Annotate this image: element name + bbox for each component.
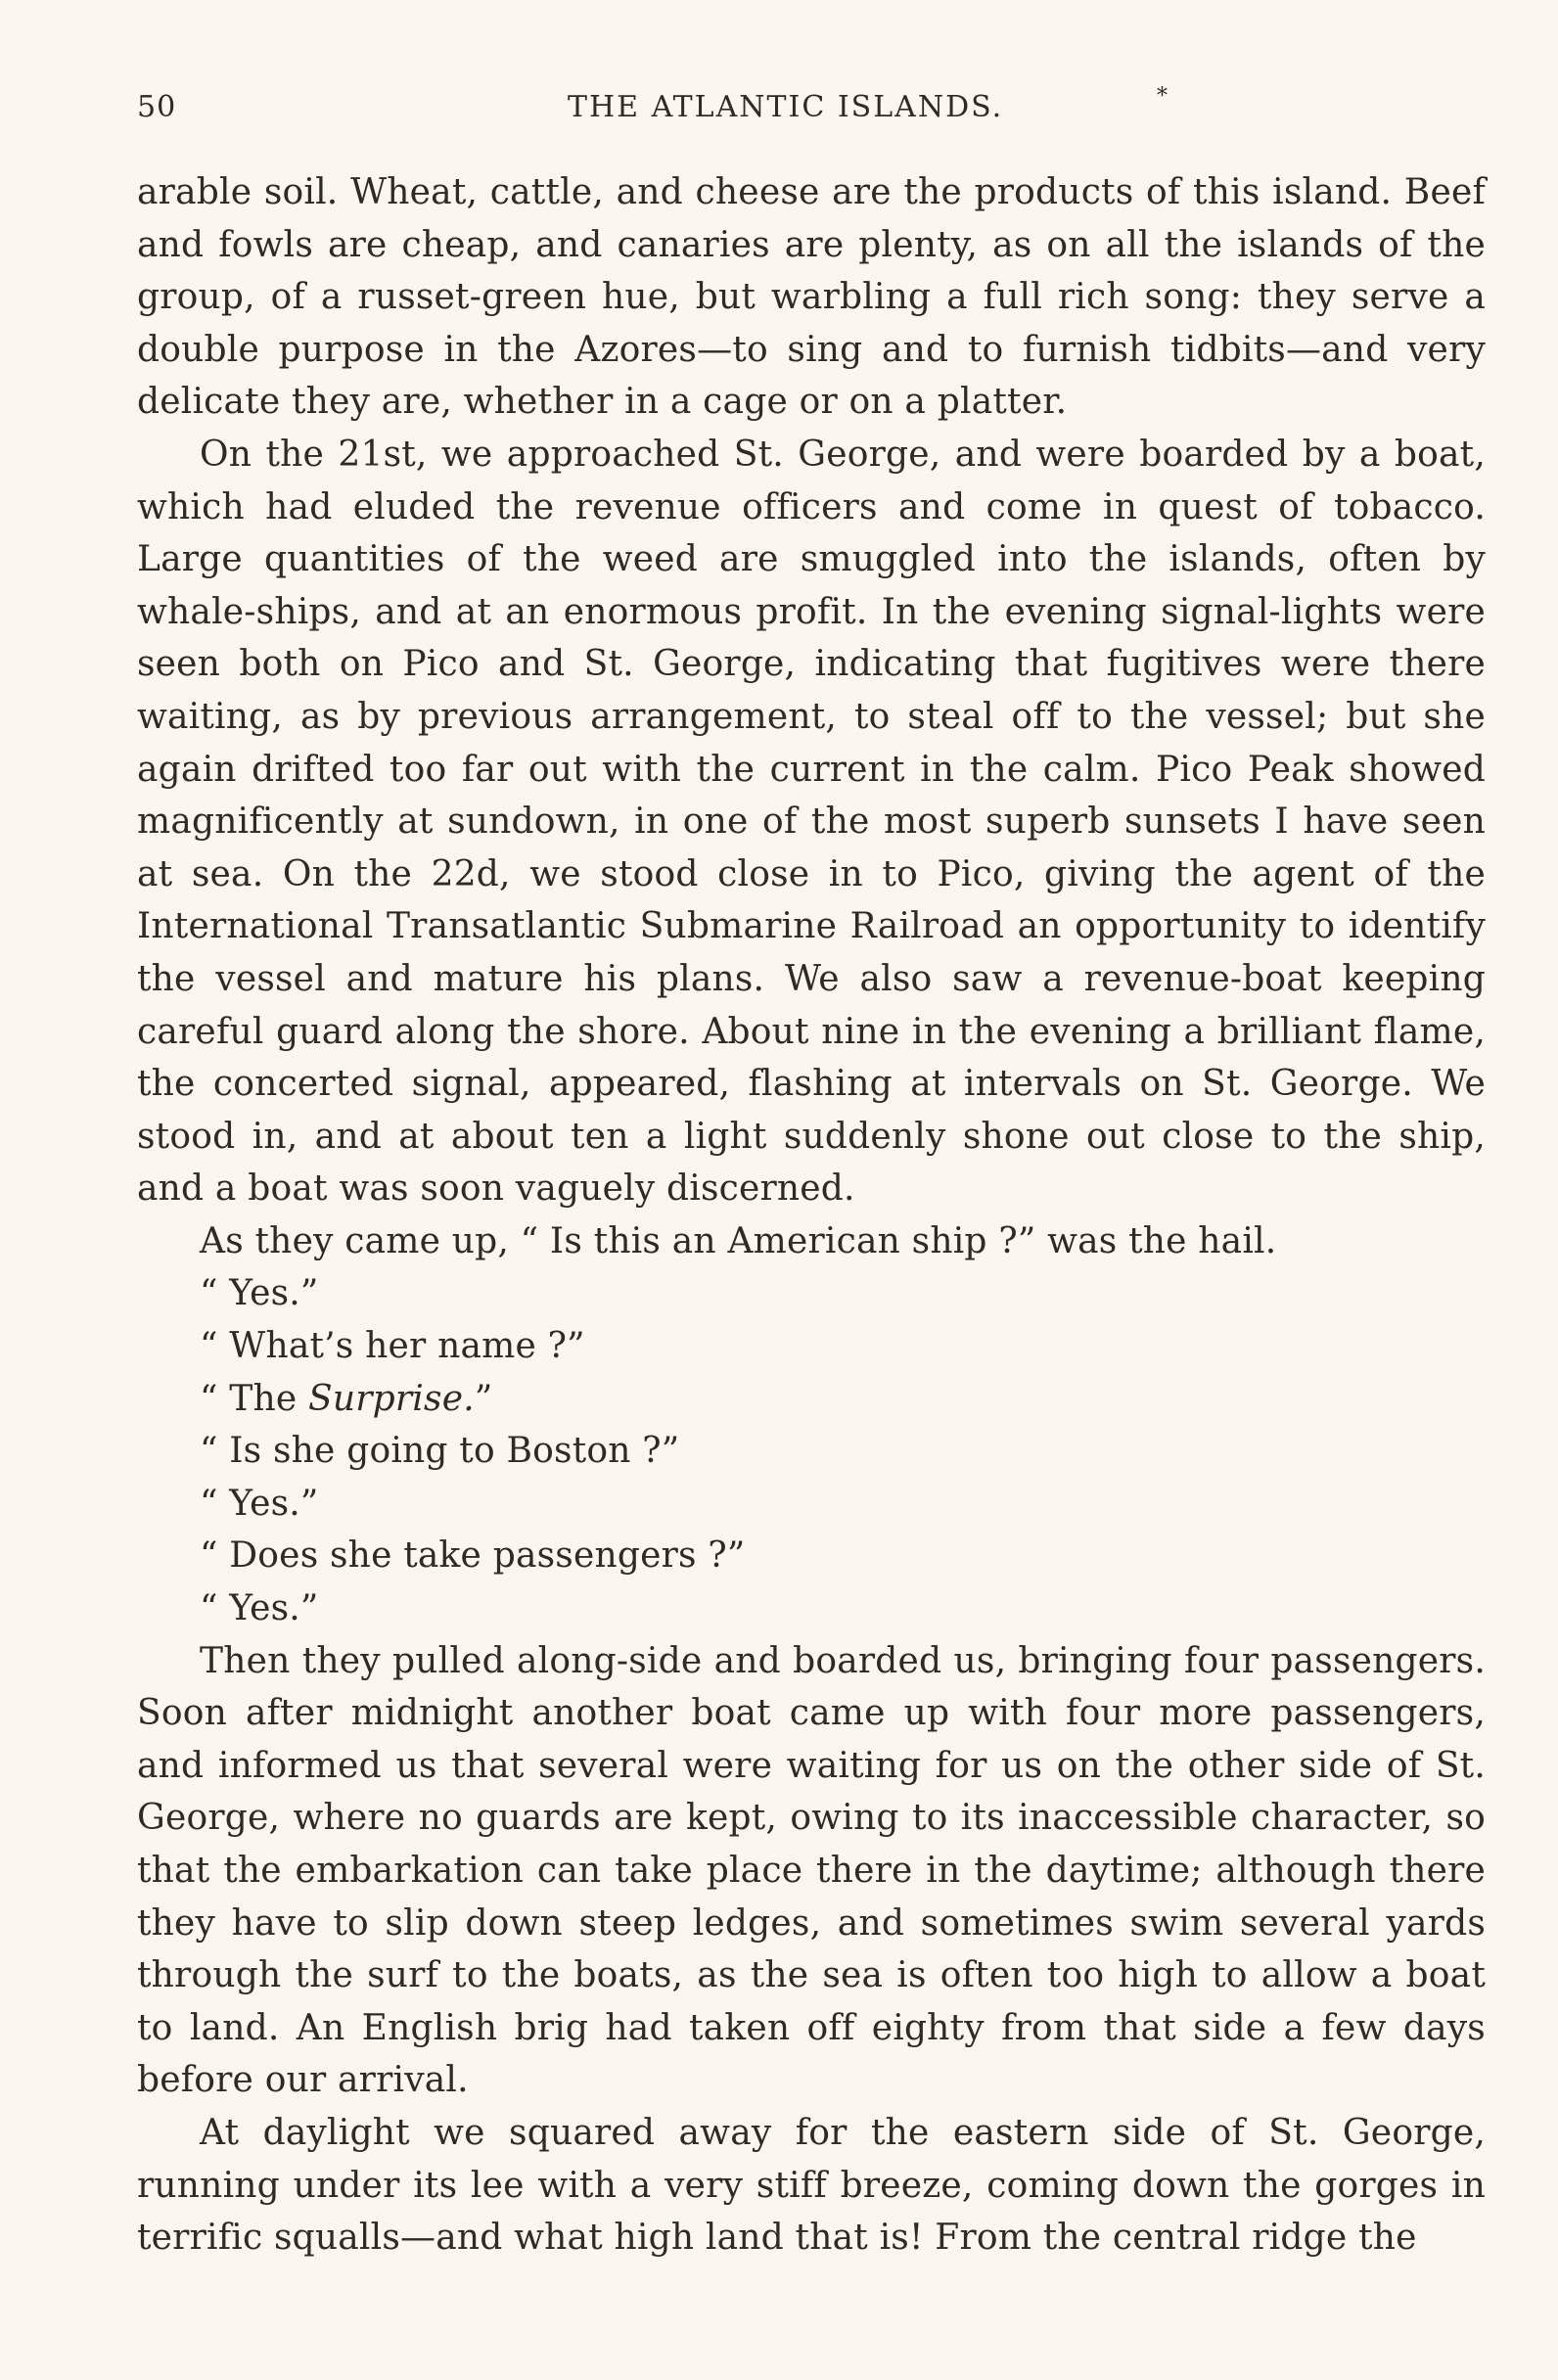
- dialogue-line: “ Does she take passengers ?”: [200, 1535, 746, 1577]
- body-text: [137, 166, 1486, 2265]
- dialogue-suffix: ”: [474, 1378, 493, 1419]
- dialogue-line-surprise: [137, 1373, 1486, 1426]
- dialogue-line: “ Yes.”: [200, 1483, 319, 1524]
- dialogue-line: “ Yes.”: [200, 1273, 319, 1314]
- paragraph-boarding: Then they pulled along-side and boarded us, bringing four passengers. Soon after midnight another boat came up with four more passengers, and informed us that several were waiting for us on the other side of St. George, where no guards are kept, owing to its inaccessible character, so that the embarkation can take place there in the daytime; although there they have to slip down steep ledges, and sometimes swim several yards through the surf to the boats, as the sea is often too high to allow a boat to land. An English brig had taken off eighty from that side a few days before our arrival.: [137, 1640, 1486, 2101]
- running-head: [137, 84, 1488, 139]
- paragraph-st-george: On the 21st, we approached St. George, and were boarded by a boat, which had eluded the revenue officers and come in quest of tobacco. Large quantities of the weed are smuggled into the islands, often by whale-ships, and at an enormous profit. In the evening signal-lights were seen both on Pico and St. George, indicating that fugitives were there waiting, as by previous arrangement, to steal off to the vessel; but she again drifted too far out with the current in the calm. Pico Peak showed magnificently at sundown, in one of the most superb sunsets I have seen at sea. On the 22d, we stood close in to Pico, giving the agent of the International Transatlantic Submarine Railroad an opportunity to identify the vessel and mature his plans. We also saw a revenue-boat keeping careful guard along the shore. About nine in the evening a brilliant flame, the concerted signal, appeared, flashing at intervals on St. George. We stood in, and at about ten a light suddenly shone out close to the ship, and a boat was soon vaguely discerned.: [137, 434, 1486, 1210]
- dialogue-line: “ What’s her name ?”: [200, 1326, 585, 1367]
- dialogue-line: “ Is she going to Boston ?”: [200, 1431, 680, 1472]
- page-number: 50: [137, 90, 177, 124]
- paragraph-daylight: At daylight we squared away for the eastern side of St. George, running under its lee with a very stiff breeze, coming down the gorges in terrific squalls—and what high land that is! From the central ridge the: [137, 2112, 1486, 2259]
- paragraph-continued: arable soil. Wheat, cattle, and cheese are the products of this island. Beef and fowls are cheap, and canaries are plenty, as on all the islands of the group, of a russet-green hue, but warbling a full rich song: they serve a double purpose in the Azores—to sing and to furnish tidbits—and very delicate they are, whether in a cage or on a platter.: [137, 172, 1486, 423]
- paragraph-hail: As they came up, “ Is this an American ship ?” was the hail.: [200, 1220, 1277, 1261]
- dialogue-prefix: “ The: [200, 1378, 308, 1419]
- printer-mark: *: [1157, 84, 1168, 109]
- running-title: THE ATLANTIC ISLANDS.: [568, 90, 1004, 124]
- dialogue-line: “ Yes.”: [200, 1588, 319, 1629]
- ship-name: Surprise.: [308, 1378, 475, 1419]
